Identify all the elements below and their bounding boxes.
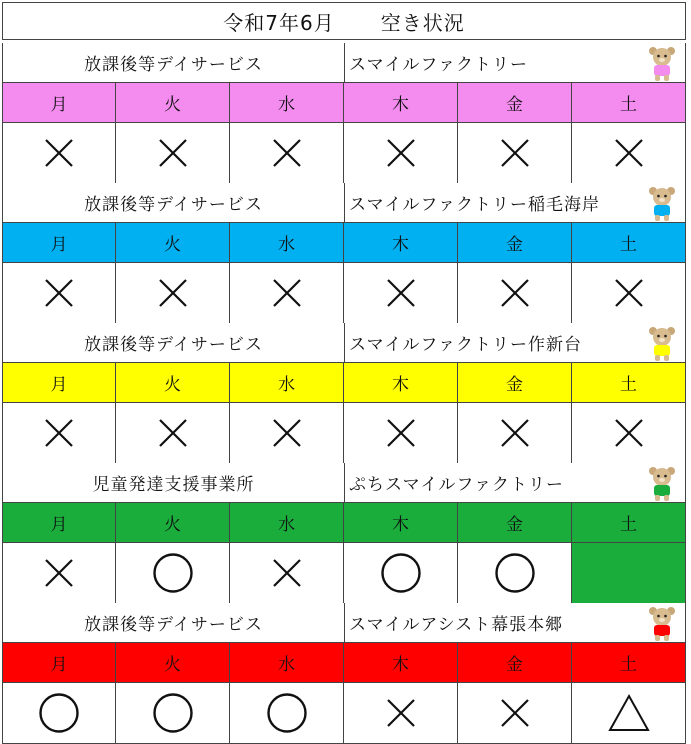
availability-row: [2, 403, 686, 464]
weekday-cell: 水: [230, 223, 344, 263]
weekday-cell: 水: [230, 643, 344, 683]
cross-mark-icon: [151, 271, 195, 315]
availability-cell: [116, 543, 230, 604]
availability-cell: [2, 683, 116, 744]
cross-mark-icon: [265, 271, 309, 315]
cross-mark-icon: [607, 271, 651, 315]
availability-cell: [116, 403, 230, 464]
availability-cell: [572, 123, 686, 184]
mascot-blue-bear-icon: [643, 184, 681, 222]
circle-mark-icon: [265, 691, 309, 735]
availability-cell: [458, 683, 572, 744]
availability-cell: [230, 403, 344, 464]
availability-cell: [2, 543, 116, 604]
availability-cell: [2, 263, 116, 324]
availability-cell: [2, 403, 116, 464]
cross-mark-icon: [379, 411, 423, 455]
availability-cell: [230, 683, 344, 744]
weekday-header-row: [2, 503, 686, 543]
facility-block: [2, 323, 686, 464]
availability-cell: [458, 403, 572, 464]
weekday-cell: 月: [2, 503, 116, 543]
facility-header: [2, 603, 686, 643]
availability-row: [2, 683, 686, 744]
weekday-cell: 火: [116, 83, 230, 123]
mascot-red-bear-icon: [643, 604, 681, 642]
availability-cell: [572, 683, 686, 744]
availability-cell: [116, 263, 230, 324]
facility-name: スマイルファクトリー稲毛海岸: [349, 195, 600, 215]
facility-name: スマイルファクトリー: [349, 55, 528, 75]
weekday-cell: 水: [230, 363, 344, 403]
weekday-cell: 木: [344, 503, 458, 543]
cross-mark-icon: [265, 411, 309, 455]
availability-cell: [344, 683, 458, 744]
weekday-cell: 土: [572, 223, 686, 263]
weekday-header-row: [2, 643, 686, 683]
service-type-label: 放課後等デイサービス: [3, 323, 345, 362]
circle-mark-icon: [151, 551, 195, 595]
circle-mark-icon: [37, 691, 81, 735]
mascot-pink-bear-icon: [643, 44, 681, 82]
cross-mark-icon: [493, 131, 537, 175]
availability-cell: [230, 543, 344, 604]
facility-header: [2, 323, 686, 363]
weekday-cell: 金: [458, 503, 572, 543]
weekday-cell: 金: [458, 83, 572, 123]
availability-cell: [572, 403, 686, 464]
weekday-cell: 月: [2, 363, 116, 403]
cross-mark-icon: [151, 411, 195, 455]
weekday-cell: 土: [572, 643, 686, 683]
service-type-label: 放課後等デイサービス: [3, 183, 345, 222]
facility-block: [2, 43, 686, 184]
weekday-cell: 木: [344, 223, 458, 263]
availability-cell: [572, 263, 686, 324]
cross-mark-icon: [493, 271, 537, 315]
service-type-label: 放課後等デイサービス: [3, 43, 345, 82]
mascot-green-bear-icon: [643, 464, 681, 502]
weekday-cell: 木: [344, 643, 458, 683]
cross-mark-icon: [265, 551, 309, 595]
availability-cell: [2, 123, 116, 184]
weekday-cell: 土: [572, 363, 686, 403]
weekday-cell: 土: [572, 83, 686, 123]
weekday-cell: 水: [230, 83, 344, 123]
service-type-label: 児童発達支援事業所: [3, 463, 345, 502]
weekday-cell: 金: [458, 643, 572, 683]
circle-mark-icon: [151, 691, 195, 735]
weekday-cell: 火: [116, 643, 230, 683]
weekday-cell: 火: [116, 363, 230, 403]
availability-row: [2, 123, 686, 184]
weekday-cell: 火: [116, 503, 230, 543]
weekday-cell: 水: [230, 503, 344, 543]
cross-mark-icon: [379, 271, 423, 315]
facility-block: [2, 183, 686, 324]
weekday-cell: 金: [458, 223, 572, 263]
cross-mark-icon: [379, 131, 423, 175]
weekday-cell: 月: [2, 643, 116, 683]
weekday-cell: 木: [344, 83, 458, 123]
title-period: 令和7年6月: [223, 10, 335, 35]
circle-mark-icon: [493, 551, 537, 595]
facility-header: [2, 463, 686, 503]
triangle-mark-icon: [607, 691, 651, 735]
title-status: 空き状況: [380, 10, 465, 35]
cross-mark-icon: [37, 271, 81, 315]
weekday-cell: 金: [458, 363, 572, 403]
cross-mark-icon: [607, 411, 651, 455]
cross-mark-icon: [379, 691, 423, 735]
cross-mark-icon: [493, 691, 537, 735]
availability-cell: [116, 683, 230, 744]
availability-cell: [230, 263, 344, 324]
facility-header: [2, 43, 686, 83]
facility-name: ぷちスマイルファクトリー: [349, 475, 564, 495]
mascot-yellow-bear-icon: [643, 324, 681, 362]
weekday-cell: 木: [344, 363, 458, 403]
cross-mark-icon: [37, 551, 81, 595]
weekday-cell: 火: [116, 223, 230, 263]
availability-cell: [458, 543, 572, 604]
availability-cell: [344, 543, 458, 604]
facility-block: [2, 463, 686, 604]
weekday-header-row: [2, 363, 686, 403]
facility-name: スマイルファクトリー作新台: [349, 335, 582, 355]
sheet-title: [2, 2, 686, 40]
circle-mark-icon: [379, 551, 423, 595]
cross-mark-icon: [37, 411, 81, 455]
closed-day-cell: [572, 543, 686, 604]
availability-cell: [344, 123, 458, 184]
availability-cell: [458, 263, 572, 324]
availability-row: [2, 263, 686, 324]
weekday-cell: 土: [572, 503, 686, 543]
facility-block: [2, 603, 686, 744]
weekday-header-row: [2, 83, 686, 123]
facility-header: [2, 183, 686, 223]
facility-name: スマイルアシスト幕張本郷: [349, 615, 564, 635]
availability-cell: [344, 263, 458, 324]
weekday-cell: 月: [2, 223, 116, 263]
cross-mark-icon: [265, 131, 309, 175]
availability-cell: [116, 123, 230, 184]
cross-mark-icon: [151, 131, 195, 175]
service-type-label: 放課後等デイサービス: [3, 603, 345, 642]
availability-cell: [458, 123, 572, 184]
cross-mark-icon: [37, 131, 81, 175]
availability-cell: [230, 123, 344, 184]
cross-mark-icon: [493, 411, 537, 455]
availability-cell: [344, 403, 458, 464]
availability-row: [2, 543, 686, 604]
weekday-header-row: [2, 223, 686, 263]
weekday-cell: 月: [2, 83, 116, 123]
cross-mark-icon: [607, 131, 651, 175]
